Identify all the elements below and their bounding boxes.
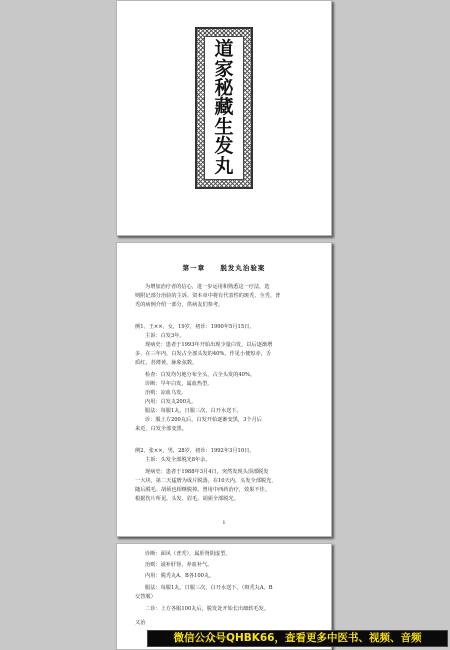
page3-line: 服法：每服1丸，日服三次，白开水送下。（斑秃丸A、B [145,585,273,591]
case1-line: 来近，白发全部变黑。 [135,426,187,432]
cover-title-char: 藏 [214,96,234,119]
cover-page [116,0,332,236]
cover-title-char: 家 [214,57,234,80]
intro-line: 秃的病例介绍一部分，供病友们参考。 [135,302,224,308]
case1-line: 多，在三年内，白发占全部头发的40%。作见小便短赤，舌 [135,351,272,357]
chapter-page [116,242,332,537]
case1-line: 内用：白发丸200丸。 [145,399,197,405]
case1-line: 主诉：白发3年。 [145,333,185,339]
case1-line: 服法：每服1丸，日服三次，白开水送下。 [145,408,242,414]
case2-line: 现病史：患者于1988年3月4日，突然发现头顶部脱发 [145,469,269,475]
cover-title-char: 道 [214,38,234,61]
cover-title-frame [195,27,253,189]
case1-line: 现病史：患者于1993年开始出现少量白发，以后逐渐增 [145,342,273,348]
intro-line: 为增加治疗者的信心，进一步运用和熟悉这一疗法，选 [145,284,270,290]
case1-line: 诊断：早年白发，属血热型。 [145,381,213,387]
wechat-banner: 微信公众号QHBK66，查看更多中医书、视频、音频 [147,630,448,647]
page3-line: 交替服） [135,594,156,600]
case2-line: 例2、张××，男，28岁，初诊：1992年3月10日。 [135,448,255,454]
case1-line: 例1、王××，女，19岁，初诊：1990年5月15日。 [135,324,255,330]
case2-line: 随后脱毛、胡须也相继脱掉。曾用中西药治疗，效果不佳。 [135,487,270,493]
cover-title-char: 生 [214,115,234,138]
case1-line: 检查：白发均匀地分布全头，占全头发的40%。 [145,372,256,378]
page3-line: 内用：脱秃丸A、B各100丸。 [145,573,215,579]
case1-line: 治则：凉血乌发。 [145,390,187,396]
page-number: 1 [222,520,226,526]
page3-line: 又治 [135,620,146,626]
case1-line: 诊：服上方200丸后，白发开始逐渐变黑，3个月后 [145,417,262,423]
intro-line: 则附记部分治验的主诉、资本章中将有代表性的斑秃、全秃、普 [135,293,281,299]
chapter-label: 第一章 [182,264,206,272]
chapter-heading [117,263,331,272]
case2-line: 一大块，第二天猛增为成片脱落，在10天内，头发全部脱光， [135,478,277,484]
page3-line: 二诊：上方各服100丸后，脱发处开始长出细软毛发。 [145,606,270,612]
cover-title-char: 秘 [214,77,234,100]
page3-line: 治则：滋补肝肾，养血补气。 [145,562,213,568]
case1-line: 质红，苔薄黄，脉象弦数。 [135,360,198,366]
case2-line: 主诉：头发全部脱光8年余。 [145,457,211,463]
page3-line: 诊断：面风（普秃），属肝肾阴虚型。 [145,551,231,557]
cover-title-box [204,36,244,180]
cover-title-char: 发 [214,135,234,158]
chapter-title: 脱发丸治验案 [220,264,266,272]
case2-line: 根据伤片所见，头发、眉毛、胡须全部脱光。 [135,496,239,502]
cover-title-char: 丸 [214,154,234,177]
